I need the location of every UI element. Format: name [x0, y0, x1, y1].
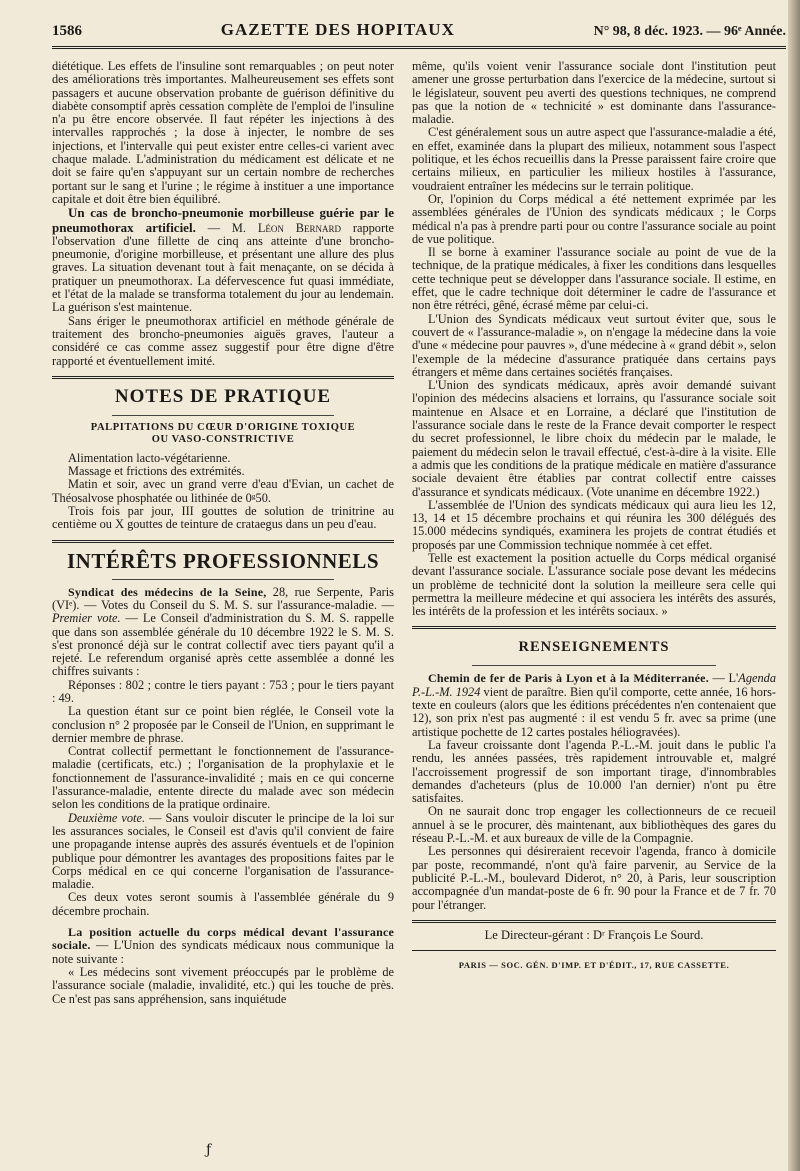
- section-rule: [412, 626, 776, 629]
- paragraph: Telle est exactement la position actuelle du Corps médical organisé devant l'assurance sociale. L'assurance sociale pose devant les médecins un problème de technicité dont la solution la meilleure sera celle qui permettra la meilleure médecine et qui associera les intérêts des assurés, les intérêts de la profession et les intérêts sociaux. »: [412, 550, 776, 619]
- paragraph: Alimentation lacto-végétarienne.: [68, 450, 231, 465]
- subsection-title: [52, 422, 394, 446]
- right-column: [412, 60, 776, 972]
- text: — L': [712, 671, 739, 686]
- paragraph: même, qu'ils voient venir l'assurance sociale dont l'institution peut amener une grosse perturbation dans l'exercice de la médecine, surtout si le législateur, souvent peu averti des questions techniques, ne comprend pas que la notion de « technicité » est dominante dans l'assurance-maladie.: [412, 59, 776, 127]
- paragraph: Il se borne à examiner l'assurance sociale au point de vue de la technique, de la pratique médicales, à fixer les conditions dans lesquelles cette technique peut se développer dans l'assurance sociale. Il estime, en effet, que le cadre technique doit déterminer le cadre de l'assurance et non être rétréci, gêné, écrasé même par celui-ci.: [412, 245, 776, 313]
- paragraph: Matin et soir, avec un grand verre d'eau d'Evian, un cachet de Théosalvose phosphatée ou lithinée de 0ᵍ50.: [52, 477, 394, 505]
- text: vient de paraître. Bien qu'il comporte, cette année, 16 hors-texte en couleurs (alors que les éditions précédentes n'en contenaient que 12), son prix n'est pas augmenté : il est vendu 5 fr. avec sa prime (une artistique pochette de 12 cartes postales héliogravées).: [412, 684, 776, 739]
- author-name: Léon Bernard: [257, 220, 341, 235]
- article-paragraph: [52, 586, 394, 679]
- paragraph: Les personnes qui désireraient recevoir l'agenda, franco à domicile par poste, recommandé, n'ont qu'à faire parvenir, au Service de la publicité P.-L.-M., boulevard Diderot, n° 20, à Paris, leur souscription accompagnée d'un mandat-poste de 6 fr. 90 pour la France et de 7 fr. 70 pour l'étranger.: [412, 844, 776, 912]
- section-title: INTÉRÊTS PROFESSIONNELS: [66, 548, 379, 573]
- paragraph: La question étant sur ce point bien réglée, le Conseil vote la conclusion n° 2 proposée par le Conseil de l'Union, en supprimant le dernier membre de phrase.: [52, 704, 394, 745]
- article-paragraph: [412, 672, 776, 738]
- text: — Le Conseil d'administration du S. M. S. rappelle que dans son assemblée générale du 10 décembre 1922 le S. M. S. s'est prononcé déjà sur le contrat collectif avec tiers payant qu'il a rejeté. Le referendum organisé après cette assemblée a donné les chiffres suivants :: [52, 611, 394, 679]
- subsection-line: PALPITATIONS DU CŒUR D'ORIGINE TOXIQUE: [90, 421, 356, 433]
- printer-line: PARIS — SOC. GÉN. D'IMP. ET D'ÉDIT., 17, RUE CASSETTE.: [458, 960, 730, 971]
- bottom-mark: ƒ: [206, 1142, 212, 1158]
- divider: [412, 950, 776, 951]
- paragraph: [52, 812, 394, 892]
- paragraph: Ces deux votes seront soumis à l'assemblée générale du 9 décembre prochain.: [52, 890, 394, 918]
- page-number: 1586: [52, 23, 82, 39]
- paragraph: Contrat collectif permettant le fonctionnement de l'assurance-maladie (certificats, etc.) ; l'organisation de la prophylaxie et le fonctionnement de l'assurance-invalidité ; mais en ce qui concerne l'assurance-maladie, entente directe du malade avec son médecin selon les conditions de la pratique ordinaire.: [52, 744, 394, 812]
- left-column: [52, 60, 394, 1006]
- section-title: RENSEIGNEMENTS: [518, 639, 670, 656]
- article-paragraph: [52, 206, 394, 314]
- issue-info: N° 98, 8 déc. 1923. — 96ᵉ Année.: [593, 24, 786, 39]
- paragraph: Or, l'opinion du Corps médical a été nettement exprimée par les assemblées générales de l'Union des syndicats médicaux ; le Corps médical n'a pas à prendre parti pour ou contre l'assurance sociale au point de vue politique.: [412, 191, 776, 246]
- paragraph: On ne saurait donc trop engager les collectionneurs de ce recueil annuel à se le procurer, dès maintenant, aux bibliothèques des gares du réseau P.-L.-M. et aux bureaux de ville de la Compagnie.: [412, 804, 776, 846]
- article-paragraph: [52, 926, 394, 966]
- divider: [112, 579, 334, 580]
- text: Deuxième vote.: [68, 810, 146, 825]
- text: rapporte l'observation d'une fillette de cinq ans atteinte d'une broncho-pneumonie, d'origine morbilleuse, et présentant une allure des plus graves. La situation devenant tout à fait menaçante, on se décida à pratiquer un pneumothorax. La défervescence fut quasi immédiate, et l'état de la malade se transforma totalement du jour au lendemain. La guérison s'est maintenue.: [52, 220, 394, 315]
- section-title: NOTES DE PRATIQUE: [114, 385, 332, 407]
- text: — M.: [207, 220, 246, 235]
- text: Agenda P.-L.-M. 1924: [412, 671, 776, 699]
- text: — L'Union des syndicats médicaux nous communique la note suivante :: [52, 938, 394, 966]
- paragraph: Sans ériger le pneumothorax artificiel en méthode générale de traitement des broncho-pneumonies aiguës graves, l'auteur a considéré ce cas comme assez suggestif pour être digne d'être rapporté et éventuellement imité.: [52, 313, 394, 368]
- article-lead: Chemin de fer de Paris à Lyon et à la Méditerranée.: [428, 671, 709, 686]
- journal-title: GAZETTE DES HOPITAUX: [220, 20, 455, 39]
- paragraph: diététique. Les effets de l'insuline sont remarquables ; on peut noter des améliorations très importantes. Malheureusement ses effets sont passagers et aucune observation probante de guérison définitive du diabète consomptif après cessation complète de l'emploi de l'insuline n'a pu être encore observée. Il faut répéter les injections à des intervalles rapprochés ; la dose à injecter, le nombre de ses injections, et l'intervalle qui peut exister entre celles-ci varient avec chaque malade. L'administration du médicament est délicate et ne doit se faire qu'en s'appuyant sur un certain nombre de recherches portant sur le sang et l'urine ; le régime à instituer a une importance capitale et doit être bien équilibré.: [52, 59, 394, 206]
- divider: [472, 665, 716, 666]
- paragraph: Massage et frictions des extrémités.: [68, 464, 245, 479]
- paragraph: La faveur croissante dont l'agenda P.-L.-M. jouit dans le public l'a rendu, les années passées, très rapidement introuvable et, malgré l'accroissement progressif de son important tirage, d'innombrables demandes d'acheteurs (plus de 10.000 l'an dernier) n'ont pu être satisfaites.: [412, 737, 776, 806]
- paragraph: L'Union des Syndicats médicaux veut surtout éviter que, sous le couvert de « l'assurance-maladie », on n'engage la médecine dans la voie d'une « médecine pour pauvres », d'une médecine à « grand débit », selon l'exemple de la médecine d'assurance pratiquée dans certains pays étrangers et même dans certaines sociétés françaises.: [412, 311, 776, 379]
- divider: [112, 415, 334, 416]
- page-edge: [788, 0, 800, 1171]
- text: Premier vote.: [52, 611, 121, 626]
- paragraph: C'est généralement sous un autre aspect que l'assurance-maladie a été, en effet, examinée dans la plupart des milieux, notamment sous l'aspect politique, et les échos recueillis dans la Presse paraissent faire croire que certains milieux, en particulier les milieux hostiles à l'assurance, voudraient entraîner les médecins sur le terrain politique.: [412, 125, 776, 193]
- signature: Le Directeur-gérant : Dʳ François Le Sourd.: [484, 927, 704, 942]
- paragraph: « Les médecins sont vivement préoccupés par le problème de l'assurance sociale (maladie, invalidité, etc.) qui les touche de près. Ce n'est pas sans appréhension, sans inquiétude: [52, 964, 394, 1006]
- article-lead: Syndicat des médecins de la Seine,: [68, 584, 267, 599]
- paragraph: L'Union des syndicats médicaux, après avoir demandé suivant l'opinion des médecins alsaciens et lorrains, qu l'assurance sociale soit maintenue en Alsace et en Lorraine, a déclaré que l'institution de l'assurance sociale dans le reste de la France devait comporter le respect du secret professionnel, le libre choix du médecin par le malade, le paiement du médecin selon le travail effectué, c'est-à-dire à la visite. Elle a admis que les conditions de la pratique médicale en matière d'assurance sociale devaient être établies par contrat collectif entre caisses d'assurance et syndicats médicaux. (Vote unanime en décembre 1922.): [412, 378, 776, 499]
- article-title: Un cas de broncho-pneumonie morbilleuse guérie par le pneumothorax artificiel.: [52, 205, 394, 235]
- subsection-line: OU VASO-CONSTRICTIVE: [151, 433, 295, 445]
- section-rule: [52, 376, 394, 379]
- text: 28, rue Serpente, Paris (VIᵉ). — Votes du Conseil du S. M. S. sur l'assurance-maladie. —: [52, 584, 394, 612]
- paragraph: L'assemblée de l'Union des syndicats médicaux qui aura lieu les 12, 13, 14 et 15 décembre prochains et qui réunira les 300 délégués des 15.000 médecins syndiqués, examinera les projets de contrat étudiés et proposés par une Commission technique nommée à cet effet.: [412, 497, 776, 552]
- article-lead: La position actuelle du corps médical devant l'assurance sociale.: [52, 925, 394, 953]
- paragraph: Réponses : 802 ; contre le tiers payant : 753 ; pour le tiers payant : 49.: [52, 677, 394, 705]
- paragraph: Trois fois par jour, III gouttes de solution de trinitrine au centième ou X gouttes de teinture de crataegus dans un peu d'eau.: [52, 504, 394, 532]
- header-rule: [52, 46, 786, 49]
- section-rule: [52, 540, 394, 543]
- footer-rule: [412, 920, 776, 923]
- page-header: [52, 18, 786, 40]
- text: — Sans vouloir discuter le principe de la loi sur les assurances sociales, le Conseil est d'avis qu'il convient de faire une propagande intense auprès des assurés éventuels et de l'opinion publique pour démontrer les avantages des propositions faites par le Corps médical en ce qui concerne l'organisation de l'assurance-maladie.: [52, 810, 394, 892]
